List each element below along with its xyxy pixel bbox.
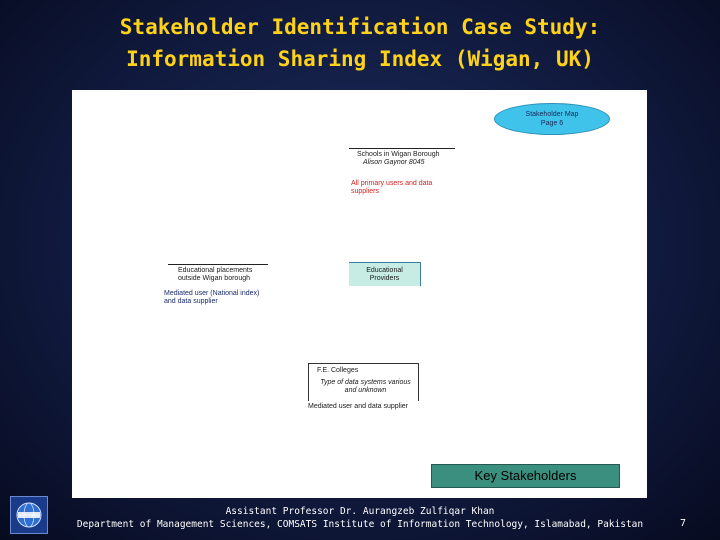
placements-line-2: outside Wigan borough xyxy=(178,275,250,282)
fe-colleges-line-1: Type of data systems various xyxy=(320,379,411,386)
placements-note xyxy=(164,290,259,306)
providers-line-2: Providers xyxy=(369,275,400,282)
slide-title-line-2: Information Sharing Index (Wigan, UK) xyxy=(126,47,594,71)
fe-colleges-box xyxy=(308,363,419,401)
footer-line-2: Department of Management Sciences, COMSATS Institute of Information Technology, Islamabad, Pakistan xyxy=(76,519,644,530)
schools-note-line-2: suppliers xyxy=(351,188,380,195)
schools-contact: Alison Gaynor 8045 xyxy=(363,159,425,166)
educational-providers-box xyxy=(349,262,421,286)
page-number: 7 xyxy=(680,518,687,529)
providers-line-1: Educational xyxy=(366,267,403,274)
map-oval-page: Page 6 xyxy=(540,120,564,127)
placements-note-line-1: Mediated user (National index) xyxy=(164,290,260,297)
stakeholder-map-panel xyxy=(72,90,647,498)
footer-line-1: Assistant Professor Dr. Aurangzeb Zulfiqar Khan xyxy=(225,506,495,517)
slide-title-line-1: Stakeholder Identification Case Study: xyxy=(119,15,601,39)
schools-name: Schools in Wigan Borough xyxy=(357,151,440,158)
fe-colleges-name: F.E. Colleges xyxy=(317,367,359,374)
schools-node xyxy=(349,148,455,167)
key-stakeholders-box: Key Stakeholders xyxy=(431,464,620,488)
map-oval-title: Stakeholder Map xyxy=(525,111,579,118)
placements-node xyxy=(168,264,268,283)
schools-note-line-1: All primary users and data xyxy=(351,180,433,187)
stakeholder-map-oval xyxy=(494,103,610,135)
placements-line-1: Educational placements xyxy=(178,267,253,274)
fe-colleges-note: Mediated user and data supplier xyxy=(308,403,409,410)
placements-note-line-2: and data supplier xyxy=(164,298,218,305)
fe-colleges-line-2: and unknown xyxy=(344,387,387,394)
schools-note xyxy=(351,180,432,196)
